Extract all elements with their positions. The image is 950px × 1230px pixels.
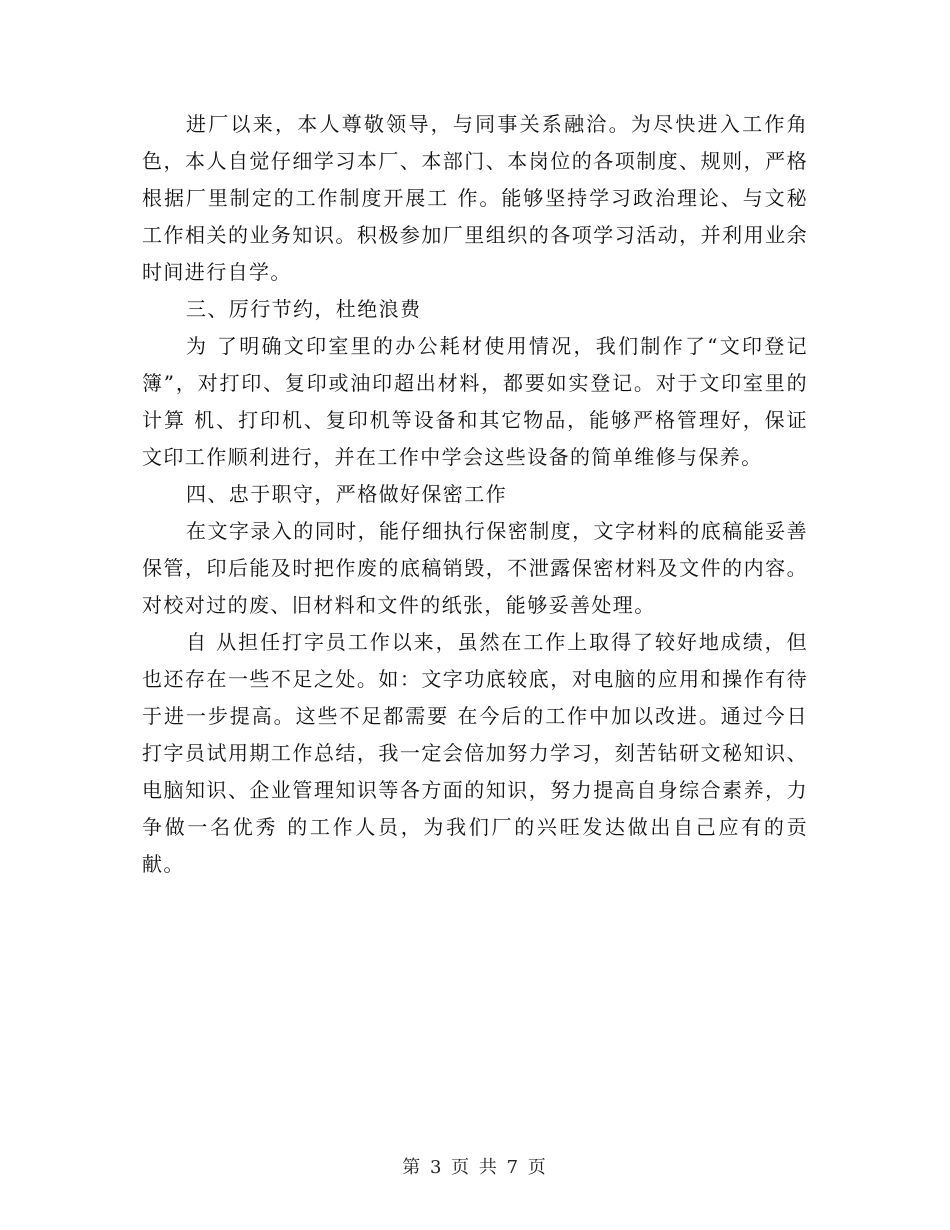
body-paragraph: 为 了明确文印室里的办公耗材使用情况，我们制作了“文印登记簿”，对打印、复印或油印超出材料，都要如实登记。对于文印室里的计算 机、打印机、复印机等设备和其它物品，能够严格管理好，保证文印工作顺利进行，并在工作中学会这些设备的简单维修与保养。 [142,334,808,469]
body-paragraph: 在文字录入的同时，能仔细执行保密制度，文字材料的底稿能妥善保管，印后能及时把作废的底稿销毁，不泄露保密材料及文件的内容。对校对过的废、旧材料和文件的纸张，能够妥善处理。 [142,519,808,617]
section-heading: 三、厉行节约，杜绝浪费 [186,297,422,321]
body-paragraph: 进厂以来，本人尊敬领导，与同事关系融洽。为尽快进入工作角色，本人自觉仔细学习本厂、本部门、本岗位的各项制度、规则，严格根据厂里制定的工作制度开展工 作。能够坚持学习政治理论、与文秘工作相关的业务知识。积极参加厂里组织的各项学习活动，并利用业余时间进行自学。 [142,112,808,284]
body-paragraph: 自 从担任打字员工作以来，虽然在工作上取得了较好地成绩，但也还存在一些不足之处。如：文字功底较底，对电脑的应用和操作有待于进一步提高。这些不足都需要 在今后的工作中加以改进。通过今日打字员试用期工作总结，我一定会倍加努力学习，刻苦钻研文秘知识、电脑知识、企业管理知识等各方面的知识，努力提高自身综合素养，力争做一名优秀 的工作人员，为我们厂的兴旺发达做出自己应有的贡献。 [142,630,808,876]
page-number-footer: 第 3 页 共 7 页 [402,1157,548,1178]
section-heading: 四、忠于职守，严格做好保密工作 [186,482,507,506]
document-body [142,106,808,883]
